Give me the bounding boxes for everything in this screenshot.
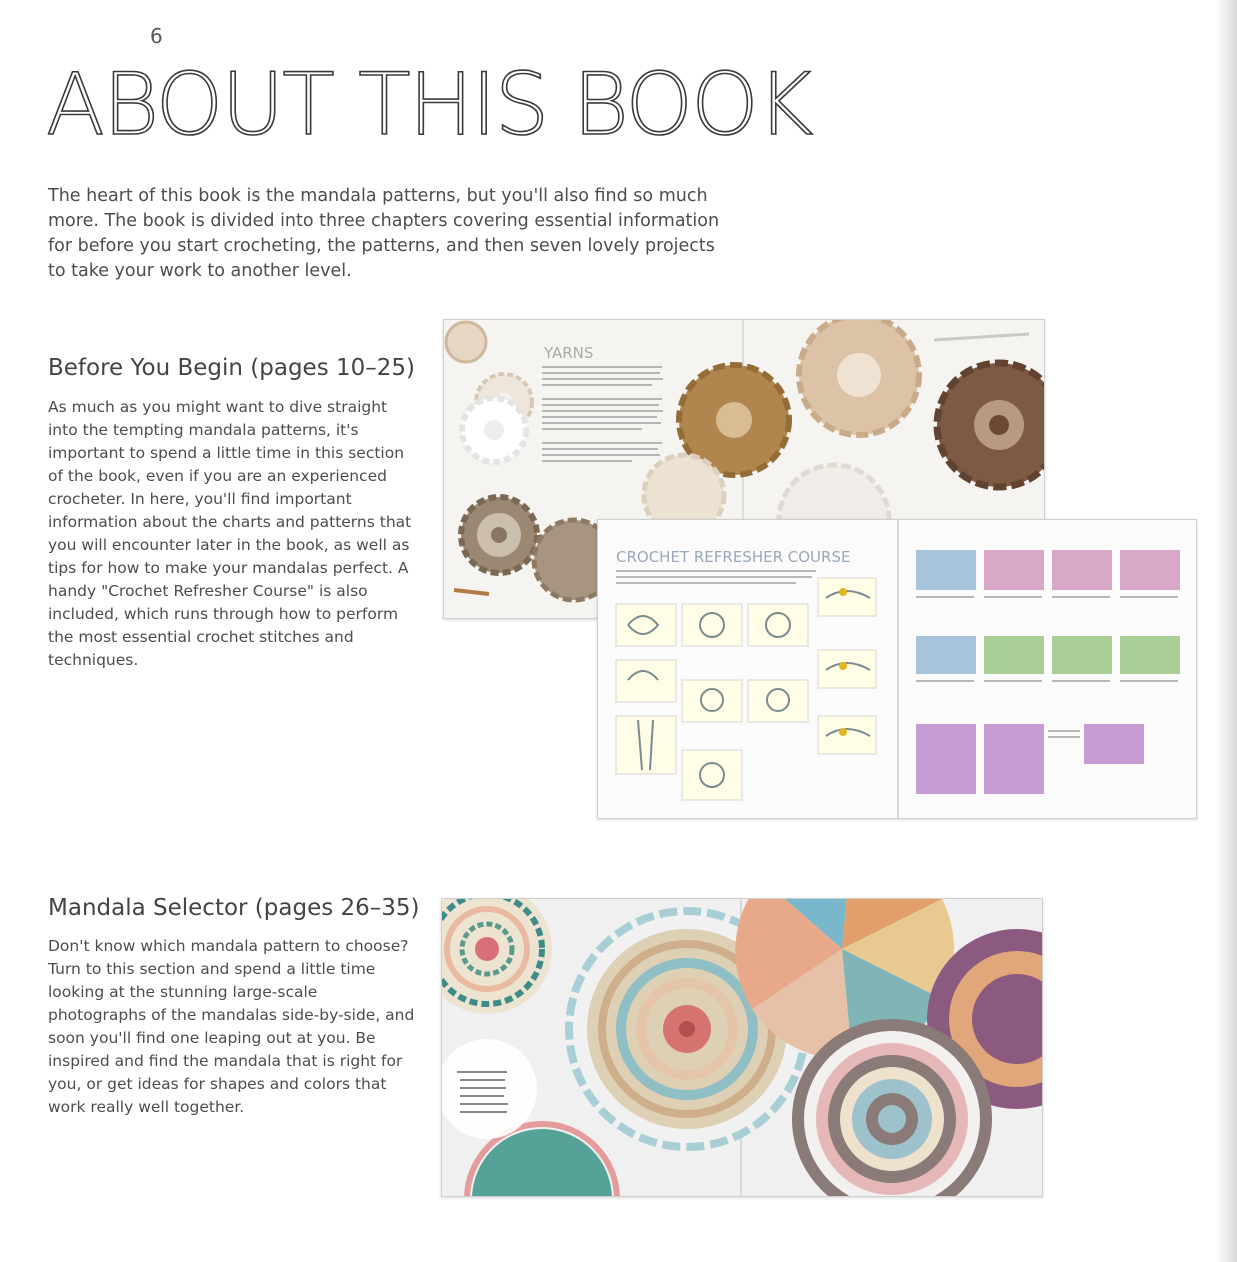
section-body-before-you-begin: As much as you might want to dive straight into the tempting mandala patterns, it's important to spend a little time in this section of the book, even if you are an experienced crocheter. In here, you'll find important information about the charts and patterns that you will encounter later in the book, as well as tips for how to make your mandalas perfect. A handy "Crochet Refresher Course" is also included, which runs through how to perform the most essential crochet stitches and techniques.	[48, 398, 412, 669]
crochet-refresher-spread-image	[597, 519, 1197, 819]
page-edge-shadow	[1215, 0, 1237, 1262]
yarns-spread-title: YARNS	[544, 344, 594, 362]
page-title: ABOUT THIS BOOK	[46, 55, 812, 155]
intro-paragraph: The heart of this book is the mandala patterns, but you'll also find so much more. The book is divided into three chapters covering essential information for before you start crocheting, the patterns, and then seven lovely projects to take your work to another level.	[48, 186, 720, 281]
section-body-mandala-selector: Don't know which mandala pattern to choose? Turn to this section and spend a little time looking at the stunning large-scale photographs of the mandalas side-by-side, and soon you'll find one leaping out at you. Be inspired and find the mandala that is right for you, or get ideas for shapes and colors that work really well together.	[48, 937, 415, 1116]
page-number: 6	[150, 24, 163, 48]
refresher-spread-title: CROCHET REFRESHER COURSE	[616, 548, 851, 566]
section-heading-mandala-selector: Mandala Selector (pages 26–35)	[48, 895, 420, 921]
section-heading-before-you-begin: Before You Begin (pages 10–25)	[48, 355, 415, 381]
mandala-selector-spread-image	[441, 898, 1043, 1197]
